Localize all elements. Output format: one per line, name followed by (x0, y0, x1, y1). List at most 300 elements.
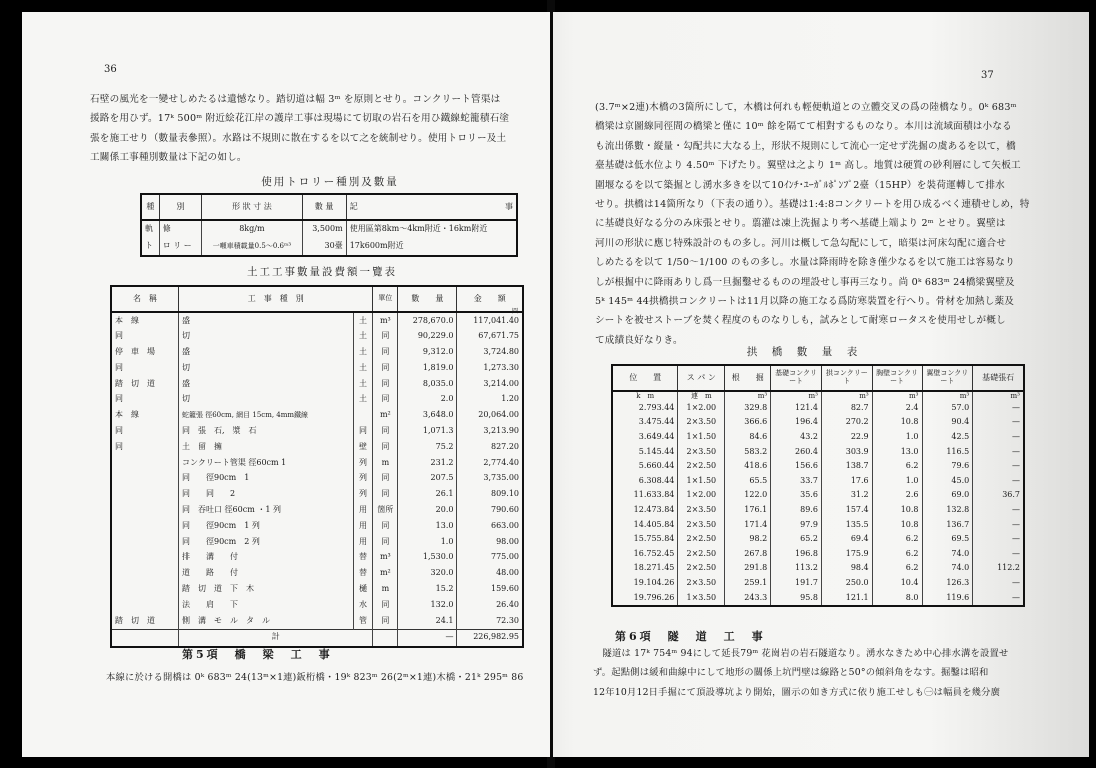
table-row (111, 408, 523, 424)
header-cell: 事 (263, 293, 272, 303)
arch-cell: 6.2 (872, 562, 922, 577)
earthwork-cell-amount: 98.00 (496, 536, 519, 546)
arch-cell: 84.6 (725, 430, 771, 445)
arch-unit-cell: m³ (872, 391, 922, 401)
arch-unit-cell: m³ (1010, 391, 1020, 400)
earthwork-cell-amount: 2,774.40 (483, 457, 519, 467)
arch-cell: 65.2 (771, 532, 822, 547)
trolley-cell: 17k600m附近 (349, 241, 404, 251)
table-row (111, 376, 523, 392)
earthwork-cell-qty: 8,035.0 (398, 376, 457, 392)
trolley-header-note-2: 事 (505, 201, 513, 211)
section-5-heading: 第5項 橋 梁 工 事 (182, 648, 333, 661)
earthwork-cell-item: 同 吞吐口 徑60cm ・1 列 (179, 503, 354, 519)
earthwork-cell-sub: 水 (353, 597, 373, 613)
header-cell: 種 (279, 293, 288, 303)
trolley-cell: 30臺 (302, 238, 346, 256)
arch-cell: 418.6 (725, 459, 771, 474)
table-row (111, 312, 523, 329)
earthwork-cell-qty: 26.1 (398, 487, 457, 503)
earthwork-cell-sub: 替 (353, 550, 373, 566)
earthwork-cell-unit: m³ (373, 550, 398, 566)
arch-cell: 2.4 (872, 401, 922, 416)
earthwork-cell-cat: 同 (111, 424, 179, 440)
arch-cell: 11.633.84 (612, 489, 678, 504)
earthwork-cell-cat: 本 線 (111, 312, 179, 329)
earthwork-cell-item: 切 (179, 329, 354, 345)
arch-cell: 2×3.50 (678, 416, 725, 431)
trolley-header-spec: 形 狀 寸 法 (202, 194, 302, 220)
earthwork-cell-unit: 同 (373, 613, 398, 629)
table-row (111, 329, 523, 345)
earthwork-cell-sub: 用 (353, 534, 373, 550)
arch-cell: 79.6 (922, 459, 973, 474)
table-row (111, 503, 523, 519)
table-row (612, 474, 1024, 489)
arch-cell: 2×2.50 (678, 459, 725, 474)
arch-cell: — (1012, 446, 1020, 456)
arch-cell: 74.0 (922, 562, 973, 577)
earthwork-cell-qty: 3,648.0 (398, 408, 457, 424)
total-empty (111, 629, 179, 646)
earthwork-cell-unit: 同 (373, 360, 398, 376)
arch-cell: 243.3 (725, 591, 771, 607)
arch-cell: — (1012, 578, 1020, 588)
arch-cell: 19.796.26 (612, 591, 678, 607)
header-cell: 別 (295, 293, 304, 303)
arch-cell: 17.6 (821, 474, 872, 489)
earthwork-cell-item: 同 同 2 (179, 487, 354, 503)
earthwork-table-body (111, 308, 523, 647)
arch-header-cell: 胸壁コンクリート (872, 365, 922, 391)
earthwork-cell-item: 土 留 擁 (179, 439, 354, 455)
arch-cell: 35.6 (771, 489, 822, 504)
earthwork-header-qty (398, 286, 457, 312)
earthwork-amount-value: 117,041.40 (473, 315, 519, 325)
arch-table-caption: 拱 橋 數 量 表 (746, 346, 860, 358)
trolley-header-row (141, 194, 517, 220)
arch-cell: 82.7 (821, 401, 872, 416)
arch-cell: 2×3.50 (678, 445, 725, 460)
arch-cell: 1.0 (872, 474, 922, 489)
arch-cell: 98.4 (821, 562, 872, 577)
earthwork-cell-qty: 9,312.0 (398, 345, 457, 361)
arch-cell: 6.2 (872, 547, 922, 562)
table-row (141, 220, 517, 238)
arch-cell: 113.2 (771, 562, 822, 577)
earthwork-cell-amount: 20,064.00 (478, 410, 519, 420)
earthwork-cell-sub: 土 (353, 392, 373, 408)
earthwork-cell-unit: 同 (373, 424, 398, 440)
table-row (612, 591, 1024, 607)
earthwork-cell-amount: 48.00 (496, 568, 519, 578)
arch-cell: 33.7 (771, 474, 822, 489)
earthwork-cell-item: 排 溝 付 (179, 550, 354, 566)
earthwork-cell-cat: 同 (111, 329, 179, 345)
arch-cell: 196.8 (771, 547, 822, 562)
table-row (612, 518, 1024, 533)
earthwork-cell-cat (111, 550, 179, 566)
earthwork-cell-qty: 20.0 (398, 503, 457, 519)
trolley-table-caption: 使用トロリー種別及數量 (261, 176, 399, 188)
arch-cell: 36.7 (1002, 490, 1020, 500)
table-row (111, 550, 523, 566)
right-page (553, 12, 1089, 757)
trolley-cell: 軌 (141, 220, 159, 238)
earthwork-cell-amount: 775.00 (491, 552, 519, 562)
table-row (612, 532, 1024, 547)
arch-cell: 2×3.50 (678, 518, 725, 533)
trolley-cell: ロ リ ー (159, 238, 201, 256)
arch-cell: 126.3 (922, 576, 973, 591)
header-cell: 量 (435, 293, 444, 303)
arch-unit-cell: m³ (771, 391, 822, 401)
earthwork-cell-unit: m (373, 582, 398, 598)
header-cell: 稱 (149, 293, 157, 303)
arch-cell: 122.0 (725, 489, 771, 504)
earthwork-cell-qty: 1,071.3 (398, 424, 457, 440)
trolley-header-note-1: 記 (349, 201, 358, 211)
earthwork-cell-item: 盛 (179, 345, 354, 361)
arch-header-row (612, 365, 1024, 391)
page-number-right: 37 (981, 70, 994, 81)
trolley-header-note (346, 194, 517, 220)
arch-cell: 267.8 (725, 547, 771, 562)
earthwork-cell-sub: 壁 (353, 439, 373, 455)
header-cell: 工 (247, 293, 256, 303)
earthwork-cell-cat: 同 (111, 439, 179, 455)
earthwork-cell-qty: 75.2 (398, 439, 457, 455)
table-row (612, 503, 1024, 518)
arch-cell: 291.8 (725, 562, 771, 577)
arch-cell: 95.8 (771, 591, 822, 607)
earthwork-cell-cat (111, 518, 179, 534)
trolley-header-type: 種 (141, 194, 159, 220)
arch-header-cell: 基礎コンクリート (771, 365, 822, 391)
table-row (612, 576, 1024, 591)
earthwork-table-caption: 土工工事數量設費額一覽表 (247, 266, 397, 278)
earthwork-cell-cat: 停 車 場 (111, 345, 179, 361)
trolley-header-qty: 數 量 (302, 194, 346, 220)
earthwork-cell-sub: 同 (353, 424, 373, 440)
arch-cell: 8.0 (872, 591, 922, 607)
arch-cell: 1×3.50 (678, 591, 725, 607)
earthwork-cell-qty: 207.5 (398, 471, 457, 487)
arch-cell: 119.6 (922, 591, 973, 607)
earthwork-cell-qty: 2.0 (398, 392, 457, 408)
earthwork-cell-amount: 1,273.30 (483, 362, 519, 372)
table-row (111, 455, 523, 471)
earthwork-cell-unit: 同 (373, 345, 398, 361)
arch-cell: 12.473.84 (612, 503, 678, 518)
arch-cell: 31.2 (821, 489, 872, 504)
arch-cell: 2×3.50 (678, 503, 725, 518)
earthwork-cell-cat (111, 503, 179, 519)
table-row (111, 345, 523, 361)
earthwork-cell-amount: 3,214.00 (483, 378, 519, 388)
earthwork-cell-unit: 同 (373, 392, 398, 408)
arch-header-cell: 位 置 (612, 365, 678, 391)
earthwork-cell-qty: 278,670.0 (398, 312, 457, 329)
earthwork-cell-unit: 同 (373, 471, 398, 487)
right-bridge-paragraph: (3.7ᵐ×2連)木橋の3箇所にして，木橋は何れも輕便軌道との立體交叉の爲の陸橋なり。0ᵏ 683ᵐ 橋梁は京圖線同徑間の橋梁と僅に 10ᵐ 餘を隔てて相對するものなり。本川は流域面積は小なる も流出係數・縦量・勾配共に大なる上，形狀不規則にして流心一定せず洗掘の虞あるを以て，橋 臺基礎は低水位より 4.50ᵐ 下げたり。翼壁は之より 1ᵐ 高し。地質は硬質の砂利層にして矢板工 圍堰なるを以て築掘とし湧水多きを以て10ｲﾝﾁ･ﾕｰｶﾞﾙﾎﾟﾝﾌﾟ2臺（15HP）を裝荷運轉して排水 せり。拱橋は14箇所なり（下表の通り）。基礎は1:4:8コンクリートを用ひ成るべく連積せしめ，特 に基礎良好なる分のみ床張とせり。翦灌は凍上洗掘より考へ基礎上端より 2ᵐ とせり。翼壁は 河川の形狀に應じ特殊設計のもの多し。河川は概して急勾配にして，暗渠は河床勾配に適合せ しめたるを以て 1/50～1/100 のもの多し。水量は降雨時を除き僅少なるを以て施工は容易なり しが根掘中に降雨ありし爲一旦掘鑿せるものの埋設せし事再三なり。尚 0ᵏ 683ᵐ 24橋梁翼壁及 5ᵏ 145ᵐ 44拱橋拱コンクリートは11月以降の施工なる爲防寒裝置を行へり。骨材を加熱し薬及 シートを被せストーブを焚く程度のものなりしも，試みとして耐寒ロータスを使用せしが概し て成績良好なりき。 (595, 102, 1030, 346)
earthwork-cell-amount: 1.20 (501, 394, 519, 404)
earthwork-cell-item: 切 (179, 360, 354, 376)
earthwork-cell-qty: 13.0 (398, 518, 457, 534)
earthwork-cell-sub: 土 (353, 360, 373, 376)
arch-cell: 1.0 (872, 430, 922, 445)
arch-cell: 2.793.44 (612, 401, 678, 416)
arch-cell: 329.8 (725, 401, 771, 416)
earthwork-cell-cat (111, 582, 179, 598)
earthwork-cell-sub: 土 (353, 376, 373, 392)
arch-cell: 6.308.44 (612, 474, 678, 489)
total-amount: 226,982.95 (457, 629, 523, 646)
earthwork-cell-qty: 320.0 (398, 566, 457, 582)
earthwork-cell-qty: 1.0 (398, 534, 457, 550)
earthwork-cell-qty: 231.2 (398, 455, 457, 471)
earthwork-cell-unit: 同 (373, 487, 398, 503)
arch-cell: 14.405.84 (612, 518, 678, 533)
earthwork-cell-sub: 列 (353, 487, 373, 503)
earthwork-cell-cat (111, 597, 179, 613)
earthwork-cell-unit: m² (373, 408, 398, 424)
table-row (612, 401, 1024, 416)
earthwork-cell-item: 法 肩 下 (179, 597, 354, 613)
trolley-cell: 條 (159, 220, 201, 238)
arch-cell: — (1012, 592, 1020, 602)
earthwork-cell-unit: m (373, 455, 398, 471)
total-row (111, 629, 523, 646)
arch-cell: 74.0 (922, 547, 973, 562)
arch-cell: 191.7 (771, 576, 822, 591)
earthwork-header-work (179, 286, 373, 312)
arch-cell: 2×2.50 (678, 547, 725, 562)
earthwork-cell-sub: 用 (353, 503, 373, 519)
arch-cell: 2.6 (872, 489, 922, 504)
earthwork-cell-sub: 列 (353, 471, 373, 487)
left-intro-paragraph: 石壁の風光を一變せしめたるは遺憾なり。踏切道は幅 3ᵐ を原則とせり。コンクリート管渠は 援路を用ひず。17ᵏ 500ᵐ 附近絵花江岸の護岸工事は現場にて切取の岩石を用ひ鐵線蛇籠積石塗 張を施工せり（數量表參照）。水路は不規則に散在するを以て之を統制せり。使用トロリー及土 工關係工事種別數量は下記の如し。 (90, 94, 510, 164)
header-cell: 金 (473, 293, 482, 303)
table-row (111, 471, 523, 487)
arch-cell: 89.6 (771, 503, 822, 518)
arch-cell: 97.9 (771, 518, 822, 533)
table-row (612, 562, 1024, 577)
arch-cell: — (1012, 417, 1020, 427)
earthwork-cell-item: 蛇籠張 徑60cm, 網目 15cm, 4mm鐵線 (179, 408, 354, 424)
arch-cell: 136.7 (922, 518, 973, 533)
earthwork-cell-unit: m² (373, 566, 398, 582)
earthwork-cell-sub: 土 (353, 329, 373, 345)
arch-cell: 3.475.44 (612, 416, 678, 431)
earthwork-cell-qty: 15.2 (398, 582, 457, 598)
earthwork-cell-unit: m³ (373, 312, 398, 329)
arch-cell: 132.8 (922, 503, 973, 518)
arch-cell: 157.4 (821, 503, 872, 518)
header-cell: 額 (497, 293, 506, 303)
earthwork-header-unit: 單位 (373, 286, 398, 312)
arch-cell: 2×2.50 (678, 532, 725, 547)
trolley-cell: ト (141, 238, 159, 256)
section-6-heading: 第6項 隧 道 工 事 (615, 630, 766, 643)
arch-cell: 250.0 (821, 576, 872, 591)
arch-cell: 121.4 (771, 401, 822, 416)
earthwork-cell-item: コンクリート管渠 徑60cm 1 (179, 455, 354, 471)
earthwork-cell-amount: 809.10 (491, 489, 519, 499)
earthwork-cell-cat: 踏 切 道 (111, 376, 179, 392)
earthwork-cell-amount: 3,213.90 (483, 426, 519, 436)
arch-cell: 1×2.00 (678, 401, 725, 416)
table-row (612, 459, 1024, 474)
earthwork-cell-qty: 1,530.0 (398, 550, 457, 566)
arch-cell: — (1012, 461, 1020, 471)
yen-unit-label: 圓 (511, 308, 518, 315)
table-row (111, 534, 523, 550)
arch-cell: 259.1 (725, 576, 771, 591)
table-row (612, 430, 1024, 445)
earthwork-cell-cat: 踏 切 道 (111, 613, 179, 629)
table-row (111, 518, 523, 534)
earthwork-cell-item: 側 溝 モ ル タ ル (179, 613, 354, 629)
table-row (141, 238, 517, 256)
earthwork-cell-unit: 同 (373, 518, 398, 534)
arch-unit-cell: m³ (922, 391, 973, 401)
earthwork-cell-item: 同 徑90cm 1 列 (179, 518, 354, 534)
table-row (111, 582, 523, 598)
trolley-cell: 8kg/m (202, 220, 302, 238)
earthwork-cell-qty: 90,229.0 (398, 329, 457, 345)
arch-cell: 116.5 (922, 445, 973, 460)
arch-bridge-table (611, 364, 1025, 607)
arch-cell: 45.0 (922, 474, 973, 489)
arch-cell: 10.8 (872, 503, 922, 518)
arch-cell: 171.4 (725, 518, 771, 533)
arch-unit-cell: k m (612, 391, 678, 401)
arch-cell: 10.8 (872, 518, 922, 533)
trolley-cell: 一噸車積載量0.5～0.6ᵐ³ (202, 238, 302, 256)
earthwork-cell-item: 同 徑90cm 1 (179, 471, 354, 487)
earthwork-cell-unit: 同 (373, 597, 398, 613)
arch-unit-row (612, 391, 1024, 401)
left-page (22, 12, 550, 757)
earthwork-cell-item: 盛 (179, 312, 354, 329)
arch-cell: — (1012, 548, 1020, 558)
trolley-cell: 使用區第8km～4km附近・16km附近 (349, 224, 488, 234)
earthwork-cell-amount: 827.20 (491, 441, 519, 451)
arch-cell: 10.8 (872, 416, 922, 431)
arch-cell: 65.5 (725, 474, 771, 489)
earthwork-cell-item: 盛 (179, 376, 354, 392)
arch-cell: 2×3.50 (678, 576, 725, 591)
arch-cell: 196.4 (771, 416, 822, 431)
earthwork-cell-sub: 用 (353, 518, 373, 534)
arch-cell: 1×2.00 (678, 489, 725, 504)
arch-cell: 121.1 (821, 591, 872, 607)
arch-cell: 10.4 (872, 576, 922, 591)
header-cell: 數 (411, 293, 420, 303)
arch-cell: 90.4 (922, 416, 973, 431)
arch-cell: 1×1.50 (678, 474, 725, 489)
arch-cell: — (1012, 519, 1020, 529)
earthwork-cell-cat: 本 線 (111, 408, 179, 424)
trolley-cell: 3,500m (302, 220, 346, 238)
arch-header-cell: 根 掘 (725, 365, 771, 391)
arch-cell: 260.4 (771, 445, 822, 460)
header-cell: 名 (133, 293, 141, 303)
earthwork-cell-cat: 同 (111, 392, 179, 408)
arch-cell: 16.752.45 (612, 547, 678, 562)
total-qty: — (398, 629, 457, 646)
arch-unit-cell: m³ (821, 391, 872, 401)
earthwork-cell-amount (457, 308, 523, 329)
earthwork-cell-sub: 土 (353, 312, 373, 329)
arch-cell: 69.5 (922, 532, 973, 547)
table-row (612, 416, 1024, 431)
arch-cell: 138.7 (821, 459, 872, 474)
earthwork-cell-amount: 790.60 (491, 505, 519, 515)
table-row (612, 445, 1024, 460)
earthwork-cell-unit: 同 (373, 329, 398, 345)
earthwork-cell-sub: 土 (353, 345, 373, 361)
table-row (111, 439, 523, 455)
earthwork-cell-qty: 24.1 (398, 613, 457, 629)
earthwork-cell-item: 踏 切 道 下 木 (179, 582, 354, 598)
arch-header-cell: 基礎張石 (973, 365, 1024, 391)
earthwork-cell-sub: 樋 (353, 582, 373, 598)
section-6-text: 隧道は 17ᵏ 754ᵐ 94にして延長79ᵐ 花崗岩の岩石隧道なり。湧水なきため中心排水溝を設置せ ず。起點側は緩和曲線中にして地形の關係上坑門壁は線路と50°の傾斜角をなす。掘鑿は昭和 12年10月12日手掘にて頂設導坑より開始，圖示の如き方式に依り施工せしも㊀は幅員を幾分廣 (593, 648, 1009, 698)
arch-header-cell: 翼壁コンクリート (922, 365, 973, 391)
arch-cell: 98.2 (725, 532, 771, 547)
arch-cell: 583.2 (725, 445, 771, 460)
arch-cell: 156.6 (771, 459, 822, 474)
arch-cell: 1×1.50 (678, 430, 725, 445)
earthwork-cell-unit: 同 (373, 439, 398, 455)
arch-cell: 270.2 (821, 416, 872, 431)
earthwork-cell-item: 道 路 付 (179, 566, 354, 582)
arch-cell: 6.2 (872, 532, 922, 547)
arch-cell: 57.0 (922, 401, 973, 416)
trolley-header-class: 別 (159, 194, 201, 220)
earthwork-cell-amount: 72.30 (496, 615, 519, 625)
total-empty (373, 629, 398, 646)
arch-cell: 22.9 (821, 430, 872, 445)
arch-table-body (612, 391, 1024, 606)
earthwork-cell-sub: 管 (353, 613, 373, 629)
earthwork-cell-amount: 26.40 (496, 599, 519, 609)
table-row (111, 392, 523, 408)
arch-cell: 15.755.84 (612, 532, 678, 547)
arch-cell: 2×2.50 (678, 562, 725, 577)
page-number-left: 36 (104, 64, 117, 75)
arch-cell: 3.649.44 (612, 430, 678, 445)
earthwork-cell-cat (111, 534, 179, 550)
earthwork-cell-sub (353, 408, 373, 424)
total-label: 計 (179, 629, 373, 646)
arch-cell: 175.9 (821, 547, 872, 562)
arch-cell: 42.5 (922, 430, 973, 445)
earthwork-cell-qty: 1,819.0 (398, 360, 457, 376)
arch-cell: 366.6 (725, 416, 771, 431)
arch-cell: 303.9 (821, 445, 872, 460)
arch-cell: 18.271.45 (612, 562, 678, 577)
earthwork-cell-item: 切 (179, 392, 354, 408)
earthwork-header-row (111, 286, 523, 312)
earthwork-cell-sub: 列 (353, 455, 373, 471)
earthwork-cell-unit: 箇所 (373, 503, 398, 519)
earthwork-cell-item: 同 張 石, 漿 石 (179, 424, 354, 440)
table-row (111, 566, 523, 582)
table-row (111, 360, 523, 376)
